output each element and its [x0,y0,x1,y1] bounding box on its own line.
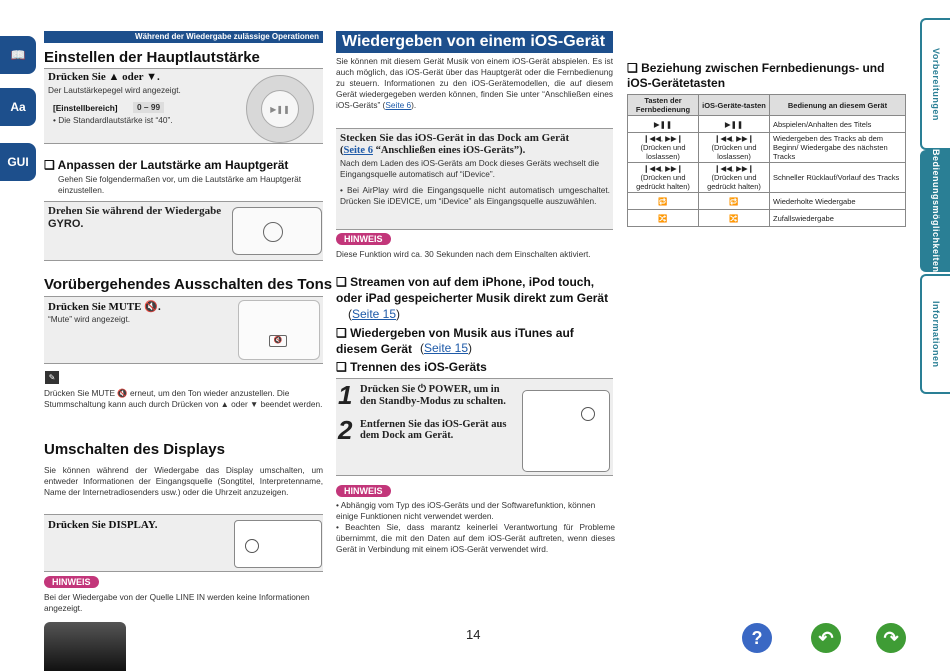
key-relation-table [627,94,906,227]
help-button[interactable] [742,623,772,653]
key-relation-title: ❑ Beziehung zwischen Fernbedienungs- und iOS-Gerätetasten [627,61,885,90]
stream-title: ❑ Streamen von auf dem iPhone, iPod touch, oder iPad gespeicherter Musik direkt zum Gerät [336,275,609,305]
page-6-link[interactable]: Seite 6 [385,100,412,110]
page-6-link-2[interactable]: Seite 6 [343,145,373,156]
mute-icon: 🔇 [269,335,287,347]
range-value: 0 – 99 [133,102,164,113]
dock-text: Nach dem Laden des iOS-Geräts am Dock dieses Geräts wechselt die Eingangsquelle automatisch auf “iDevice”. [340,158,600,179]
gyro-label: GYRO. [48,218,84,230]
stream-link-line: (Seite 15) [348,307,401,321]
table-row: ▶❚❚ ▶❚❚ Abspielen/Anhalten des Titels [628,116,906,133]
gyro-device-thumbnail [44,622,126,671]
hinweis-text: Bei der Wiedergabe von der Quelle LINE IN werden keine Informationen angezeigt. [44,592,310,613]
table-row: 🔀 🔀 Zufallswiedergabe [628,210,906,227]
display-title: Umschalten des Displays [44,441,225,458]
note-pencil-icon: ✎ [45,371,59,384]
itunes-link-line: (Seite 15) [420,341,473,355]
remote-mute-image [238,300,320,360]
airplay-bullet: • Bei AirPlay wird die Eingangsquelle nicht automatisch umgeschaltet. Drücken Sie iDEVICE, um “iDevice” als Eingangsquelle auszuwählen. [340,185,610,206]
gyro-title: ❑ Anpassen der Lautstärke am Hauptgerät [44,158,289,172]
question-icon: ? [751,627,763,648]
redo-arrow-icon: ↷ [883,627,899,648]
gyro-text: Gehen Sie folgendermaßen vor, um die Lautstärke am Hauptgerät einzustellen. [58,174,302,195]
tab-bedienungsmoeglichkeiten[interactable]: Bedienungsmöglichkeiten [920,150,950,272]
hinweis-badge-3: HINWEIS [336,485,391,497]
table-header-row [628,95,906,116]
disconnect-title: ❑ Trennen des iOS-Geräts [336,360,487,374]
mute-command: Drücken Sie MUTE 🔇. [48,301,161,313]
step-1-text: Drücken Sie ⏻ POWER, um in den Standby-Modus zu schalten. [360,384,506,407]
table-header: Bedienung an diesem Gerät [770,95,906,116]
glossary-tab[interactable]: Aa [0,88,36,126]
section-banner: Während der Wiedergabe zulässige Operationen [44,31,323,43]
tab-vorbereitungen[interactable]: Vorbereitungen [920,18,950,150]
itunes-title: ❑ Wiedergeben von Musik aus iTunes auf diesem Gerät [336,326,574,356]
display-text: Sie können während der Wiedergabe das Display umschalten, um entweder Informationen der Eingangsquelle (Songtitel, Interpretenname, Name der Internetradiosenders usw.) oder die Uhrzeit anzuzeigen. [44,465,323,497]
step-2-number: 2 [338,415,353,445]
range-label: [Einstellbereich] [53,103,118,113]
mute-title: Vorübergehendes Ausschalten des Tons [44,276,333,293]
display-command: Drücken Sie DISPLAY. [48,519,158,531]
volume-title: Einstellen der Hauptlautstärke [44,49,260,66]
step-1-number: 1 [338,380,353,410]
gyro-command: Drehen Sie während der Wiedergabe [48,205,222,217]
page-number: 14 [466,627,481,642]
table-row: 🔁 🔁 Wiederholte Wiedergabe [628,193,906,210]
table-header: Tasten der Fernbedienung [628,95,699,116]
volume-note: Der Lautstärkepegel wird angezeigt. [48,85,181,95]
book-icon: 📖 [10,48,26,62]
hinweis2-bullet-1: • Abhängig vom Typ des iOS-Geräts und der Softwarefunktion, können einige Funktionen nicht verwendet werden. [336,500,596,521]
mute-note: “Mute” wird angezeigt. [48,314,131,324]
hinweis-badge-2: HINWEIS [336,233,391,245]
hinweis1-text: Diese Funktion wird ca. 30 Sekunden nach dem Einschalten aktiviert. [336,249,591,259]
gui-tab[interactable]: GUI [0,143,36,181]
undo-arrow-icon: ↶ [818,627,834,648]
ios-intro: Sie können mit diesem Gerät Musik von einem iOS-Gerät abspielen. Es ist auch möglich, das iOS-Gerät über das Hauptgerät oder die Fernbedienung zu steuern. Informationen zu den iOS-Gerätemodellen, die auf diesem Gerät wiedergegeben werden können, finden Sie unter “Anschließen eines iOS-Geräts” (Seite 6). [336,56,613,110]
back-button[interactable] [811,623,841,653]
table-header: iOS-Geräte-tasten [699,95,770,116]
forward-button[interactable] [876,623,906,653]
play-pause-icon: ▶❚❚ [261,90,299,128]
tab-informationen[interactable]: Informationen [920,274,950,394]
table-row: ❙◀◀, ▶▶❙ (Drücken und loslassen) ❙◀◀, ▶▶❙ (Drücken und loslassen) Wiedergeben des Tracks ab dem Beginn/ Wiedergabe des nächsten Tracks [628,133,906,163]
remote-dpad [246,75,314,143]
hinweis-badge: HINWEIS [44,576,99,588]
step-2-text: Entfernen Sie das iOS-Gerät aus dem Dock am Gerät. [360,419,507,441]
mute-text: Drücken Sie MUTE 🔇 erneut, um den Ton wieder anzustellen. Die Stummschaltung kann auch durch Drücken von ▲ oder ▼ beendet werden. [44,388,323,409]
hinweis2-bullet-2: • Beachten Sie, dass marantz keinerlei Verantwortung für Probleme übernimmt, die mit den Daten auf dem iOS-Gerät auftreten, wenn dieses Gerät in Verbindung mit einem iOS-Gerät verwendet wird. [336,522,615,554]
dock-title: Stecken Sie das iOS-Gerät in das Dock am Gerät [340,132,570,144]
contents-tab[interactable] [0,36,36,74]
dock-link-line: (Seite 6 “Anschließen eines iOS-Geräts”). [340,145,526,156]
page-15-link-2[interactable]: Seite 15 [424,341,469,355]
device-gyro-image [232,207,322,255]
default-volume: • Die Standardlautstärke ist “40”. [53,115,173,125]
device-power-image [522,390,610,472]
display-button-icon [245,539,259,553]
page-15-link[interactable]: Seite 15 [352,307,397,321]
power-button-icon [581,407,595,421]
volume-command: Drücken Sie ▲ oder ▼. [48,71,160,83]
ios-title: Wiedergeben von einem iOS-Gerät [336,31,613,53]
device-display-image [234,520,322,568]
table-row: ❙◀◀, ▶▶❙ (Drücken und gedrückt halten) ❙◀◀, ▶▶❙ (Drücken und gedrückt halten) Schneller Rücklauf/Vorlauf des Tracks [628,163,906,193]
gyro-knob-icon [263,222,283,242]
